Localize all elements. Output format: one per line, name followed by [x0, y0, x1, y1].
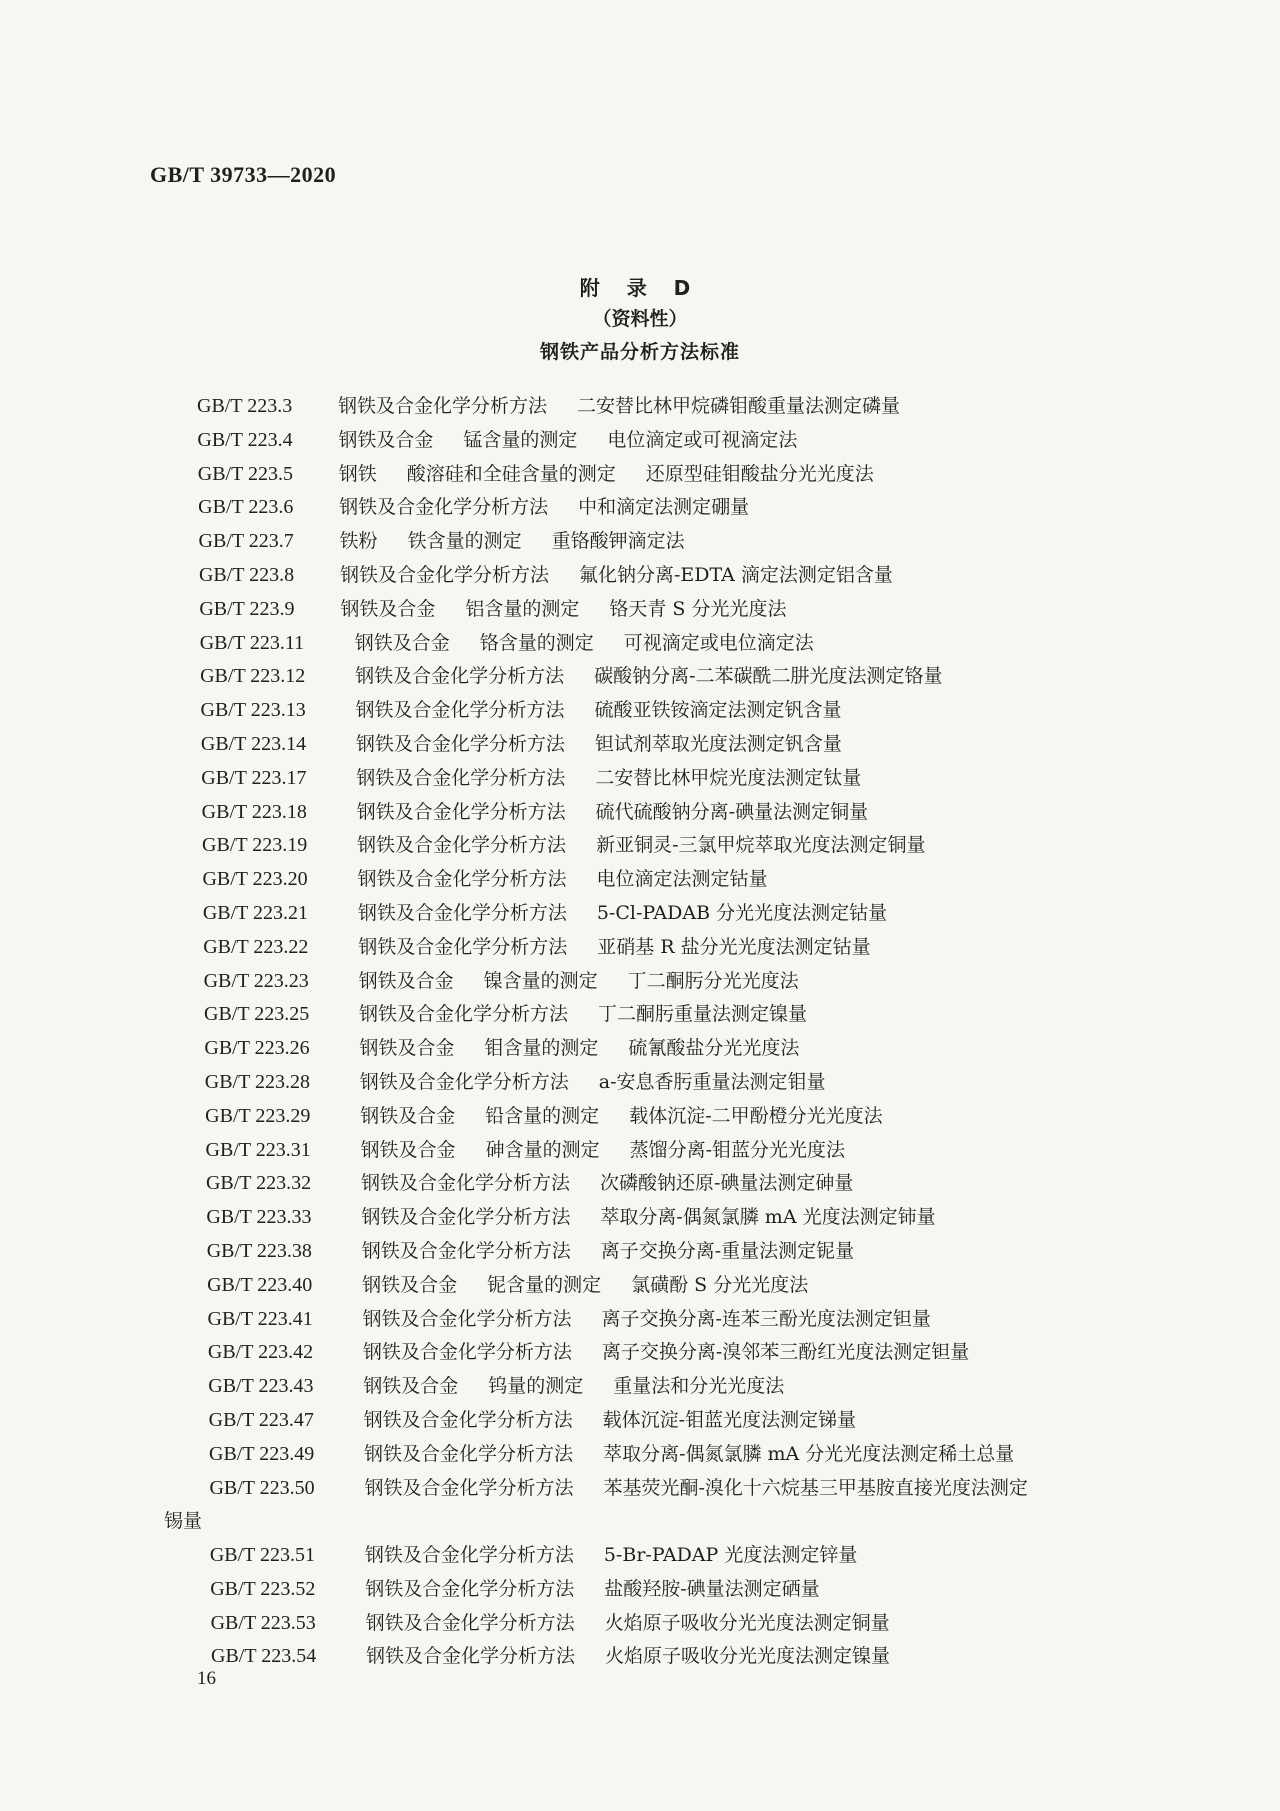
standard-title-part: 钢铁及合金: [360, 1104, 456, 1127]
page-number: 16: [197, 1668, 216, 1689]
standard-title-part: 铬天青 S 分光光度法: [609, 597, 787, 620]
standard-item: [0, 931, 1280, 965]
standard-code: GB/T 223.54: [211, 1645, 317, 1668]
standard-code: GB/T 223.14: [200, 732, 307, 755]
standard-item: [0, 1269, 1280, 1303]
standard-title-part: 碳酸钠分离-二苯碳酰二肼光度法测定铬量: [594, 665, 943, 688]
standard-title: [366, 1607, 920, 1641]
standard-item: [0, 897, 1280, 931]
standard-item: [0, 998, 1280, 1032]
standard-code: GB/T 223.17: [201, 766, 307, 789]
standard-title: [361, 1167, 883, 1201]
standard-title-part: 钨量的测定: [488, 1375, 584, 1398]
standard-item: [0, 863, 1280, 897]
standard-title-part: 丁二酮肟分光光度法: [627, 969, 799, 992]
standard-code: GB/T 223.32: [205, 1172, 312, 1195]
standard-title: [339, 491, 779, 525]
standard-item: [0, 1370, 1280, 1404]
standard-title-continuation: 锡量: [164, 1510, 203, 1533]
standard-code: GB/T 223.25: [204, 1003, 310, 1026]
standard-code: GB/T 223.5: [197, 462, 293, 485]
standard-title-part: 苯基荧光酮-溴化十六烷基三甲基胺直接光度法测定: [603, 1476, 1028, 1499]
standard-code: GB/T 223.31: [205, 1138, 311, 1161]
standard-title: [363, 1336, 999, 1370]
standard-title-part: 钢铁及合金化学分析方法: [361, 1239, 571, 1262]
standard-title: [356, 762, 891, 796]
standard-item: [0, 1066, 1280, 1100]
standard-title-part: 重量法和分光光度法: [613, 1375, 785, 1398]
standard-item: [0, 559, 1280, 593]
standard-title-part: 钢铁及合金化学分析方法: [357, 834, 567, 857]
standard-code: GB/T 223.47: [208, 1408, 314, 1431]
standard-title: [338, 424, 827, 458]
standard-title-part: 钢铁及合金: [340, 597, 436, 620]
document-code: GB/T 39733—2020: [150, 162, 337, 187]
standard-title-part: 丁二酮肟重量法测定镍量: [598, 1003, 808, 1026]
standard-item: [0, 424, 1280, 458]
standard-title-part: 砷含量的测定: [485, 1138, 600, 1161]
standard-code: GB/T 223.33: [206, 1206, 312, 1229]
standard-title-part: 钢铁及合金化学分析方法: [366, 1645, 576, 1668]
standard-title-part: 铁粉: [339, 530, 378, 553]
standard-title-part: 钢铁及合金化学分析方法: [359, 1003, 569, 1026]
standard-title: [364, 1404, 886, 1438]
standard-code: GB/T 223.38: [206, 1239, 312, 1262]
standard-item: [0, 728, 1280, 762]
standard-title: [365, 1573, 849, 1607]
standard-title-part: 蒸馏分离-钼蓝分光光度法: [629, 1138, 845, 1161]
standard-title-part: 钢铁及合金: [362, 1273, 458, 1296]
standard-title: [355, 660, 972, 694]
standard-title-part: 铁含量的测定: [407, 530, 522, 553]
standard-code: GB/T 223.4: [197, 428, 293, 451]
standard-title-part: 镍含量的测定: [483, 969, 598, 992]
standard-title: [365, 1539, 888, 1573]
standard-code: GB/T 223.9: [199, 597, 295, 620]
standard-title-part: 二安替比林甲烷光度法测定钛量: [595, 766, 862, 789]
standard-title-part: 钢铁及合金化学分析方法: [365, 1577, 575, 1600]
standard-title-part: 钢铁及合金化学分析方法: [364, 1476, 574, 1499]
standard-title-part: 载体沉淀-二甲酚橙分光光度法: [629, 1104, 883, 1127]
standard-code: GB/T 223.23: [203, 969, 309, 992]
standard-code: GB/T 223.22: [203, 935, 309, 958]
standard-item: [0, 593, 1280, 627]
standard-title-part: 硫酸亚铁铵滴定法测定钒含量: [594, 699, 842, 722]
standard-item: [0, 1573, 1280, 1607]
standard-title-part: 钢铁及合金化学分析方法: [365, 1611, 575, 1634]
standard-item: [0, 1607, 1280, 1641]
standard-code: GB/T 223.52: [210, 1577, 316, 1600]
standard-title-part: 钢铁及合金化学分析方法: [339, 563, 549, 586]
standard-title-part: 离子交换分离-溴邻苯三酚红光度法测定钽量: [601, 1341, 970, 1364]
standard-item: [0, 829, 1280, 863]
standard-code: GB/T 223.29: [205, 1104, 311, 1127]
annex-heading: 钢铁产品分析方法标准: [539, 341, 740, 363]
standard-title-part: 氯磺酚 S 分光光度法: [631, 1273, 809, 1296]
standard-title-part: 钢铁及合金化学分析方法: [355, 699, 565, 722]
standard-title-part: 钢铁: [338, 462, 377, 485]
standard-item: [0, 762, 1280, 796]
standard-code: GB/T 223.53: [210, 1611, 316, 1634]
standard-code: GB/T 223.8: [198, 563, 295, 586]
standard-item: [0, 1640, 1280, 1674]
standard-code: GB/T 223.7: [198, 530, 294, 553]
standard-item: [0, 390, 1280, 424]
standard-item: [0, 1472, 1280, 1540]
standard-item: [0, 1438, 1280, 1472]
standard-title-part: 电位滴定或可视滴定法: [607, 428, 798, 451]
standard-title-part: 萃取分离-偶氮氯膦 mA 光度法测定铈量: [600, 1206, 936, 1229]
standard-title-part: 锰含量的测定: [463, 428, 578, 451]
standard-title-part: 钢铁及合金化学分析方法: [364, 1442, 574, 1465]
standard-item: [0, 1201, 1280, 1235]
standard-code: GB/T 223.18: [201, 800, 307, 823]
standard-title-part: 二安替比林甲烷磷钼酸重量法测定磷量: [577, 395, 901, 417]
standard-item: [0, 660, 1280, 694]
standard-title-part: 钢铁及合金化学分析方法: [360, 1172, 570, 1195]
standard-title-part: 盐酸羟胺-碘量法测定硒量: [604, 1577, 820, 1600]
standard-title-part: 钢铁及合金化学分析方法: [361, 1206, 571, 1229]
standard-title-part: 钢铁及合金: [358, 969, 454, 992]
standard-title: [340, 593, 816, 627]
standard-title-part: 酸溶硅和全硅含量的测定: [406, 462, 616, 485]
annex-type: （资料性）: [592, 308, 688, 330]
standard-title-part: 钢铁及合金化学分析方法: [362, 1341, 572, 1364]
standard-title: [356, 694, 872, 728]
standard-title-part: 钢铁及合金化学分析方法: [358, 935, 568, 958]
standard-code: GB/T 223.3: [197, 395, 293, 417]
standard-title-part: 钢铁及合金化学分析方法: [359, 1070, 569, 1093]
standard-title-part: 钢铁及合金化学分析方法: [355, 732, 565, 755]
standard-title-part: 铅含量的测定: [485, 1104, 600, 1127]
standard-item: [0, 1235, 1280, 1269]
standard-title-part: 火焰原子吸收分光光度法测定铜量: [604, 1611, 890, 1634]
standard-code: GB/T 223.42: [207, 1341, 314, 1364]
standard-title: [359, 965, 829, 999]
standard-item: [0, 1100, 1280, 1134]
standard-code: GB/T 223.21: [202, 901, 309, 924]
standard-title-part: 新亚铜灵-三氯甲烷萃取光度法测定铜量: [596, 834, 926, 857]
standard-code: GB/T 223.28: [204, 1070, 310, 1093]
standard-title-part: 中和滴定法测定硼量: [578, 496, 750, 519]
standard-title: [359, 1032, 829, 1066]
standard-title-part: 钢铁及合金化学分析方法: [363, 1408, 573, 1431]
standard-code: GB/T 223.12: [200, 665, 306, 688]
standard-title: [362, 1269, 838, 1303]
standard-item: [0, 1134, 1280, 1168]
standard-title: [358, 897, 917, 931]
standard-title-part: 钢铁及合金: [360, 1138, 456, 1161]
standard-code: GB/T 223.6: [198, 496, 294, 519]
standard-title-part: 载体沉淀-钼蓝光度法测定锑量: [602, 1408, 857, 1431]
standard-title-part: 钢铁及合金化学分析方法: [362, 1307, 572, 1330]
standard-item: [0, 796, 1280, 830]
standard-title: [357, 829, 955, 863]
standard-item: [0, 694, 1280, 728]
standard-title: [355, 627, 844, 661]
standard-title-part: 钢铁及合金化学分析方法: [364, 1544, 574, 1567]
standard-title-part: 钢铁及合金化学分析方法: [339, 496, 549, 519]
standard-title-part: 可视滴定或电位滴定法: [623, 631, 814, 654]
standard-code: GB/T 223.41: [207, 1307, 313, 1330]
standard-item: [0, 1303, 1280, 1337]
standard-title-part: 铝含量的测定: [465, 597, 580, 620]
standard-item: [0, 1167, 1280, 1201]
standard-title-part: 钢铁及合金化学分析方法: [357, 901, 567, 924]
standard-item: [0, 1539, 1280, 1573]
standard-code: GB/T 223.51: [209, 1544, 316, 1567]
standard-title-part: 钢铁及合金化学分析方法: [357, 868, 567, 891]
standard-title-part: 钼含量的测定: [484, 1037, 599, 1060]
standard-item: [0, 491, 1280, 525]
standard-title-part: 钢铁及合金化学分析方法: [355, 665, 565, 688]
standard-code: GB/T 223.49: [209, 1442, 315, 1465]
standard-title-part: 萃取分离-偶氮氯膦 mA 分光光度法测定稀土总量: [603, 1442, 1015, 1465]
standard-title-part: 离子交换分离-连苯三酚光度法测定钽量: [601, 1307, 931, 1330]
standard-item: [0, 1032, 1280, 1066]
standard-title-part: 还原型硅钼酸盐分光光度法: [645, 462, 874, 485]
standard-title: [361, 1134, 875, 1168]
standard-title: [363, 1303, 961, 1337]
standard-title-part: 钽试剂萃取光度法测定钒含量: [594, 732, 842, 755]
standard-title: [357, 796, 898, 830]
standard-title: [340, 559, 923, 593]
standard-title: [357, 863, 797, 897]
standard-title-part: 硫氰酸盐分光光度法: [628, 1037, 800, 1060]
standard-title-part: 亚硝基 R 盐分光光度法测定钴量: [597, 935, 871, 958]
standard-code: GB/T 223.13: [200, 699, 306, 722]
standard-title-part: 火焰原子吸收分光光度法测定镍量: [605, 1645, 891, 1668]
standard-item: [0, 525, 1280, 559]
standard-title: [363, 1370, 814, 1404]
standard-title: [364, 1438, 1044, 1472]
standard-title-part: 钢铁及合金: [354, 631, 450, 654]
standard-title-part: 次磷酸钠还原-碘量法测定砷量: [599, 1172, 854, 1195]
standard-title: [339, 458, 904, 492]
standard-item: [0, 1336, 1280, 1370]
standard-title-part: 重铬酸钾滴定法: [551, 530, 685, 553]
standard-item: [0, 627, 1280, 661]
standard-code: GB/T 223.43: [208, 1375, 314, 1398]
standard-title-part: 钢铁及合金: [359, 1037, 455, 1060]
standard-title-part: 钢铁及合金: [338, 428, 434, 451]
standard-title: [364, 1472, 1057, 1506]
standard-item: [0, 1404, 1280, 1438]
standard-title: [366, 1640, 920, 1674]
standard-title-part: 5-Br-PADAP 光度法测定锌量: [603, 1544, 858, 1567]
standard-title-part: 铬含量的测定: [479, 631, 594, 654]
standard-title: [338, 390, 930, 424]
standard-code: GB/T 223.50: [209, 1476, 315, 1499]
standard-title: [361, 1201, 965, 1235]
standard-title-part: 硫代硫酸钠分离-碘量法测定铜量: [595, 800, 869, 823]
standard-title-part: 钢铁及合金: [363, 1375, 459, 1398]
standard-title-part: a-安息香肟重量法测定钼量: [598, 1070, 826, 1093]
standard-title-part: 氟化钠分离-EDTA 滴定法测定铝含量: [578, 563, 893, 586]
standard-title: [360, 1100, 912, 1134]
standards-list: [0, 390, 1280, 1674]
standard-title: [359, 998, 837, 1032]
standard-title: [360, 1066, 856, 1100]
standard-title-part: 钢铁及合金化学分析方法: [356, 766, 566, 789]
standard-code: GB/T 223.20: [202, 868, 308, 891]
standard-code: GB/T 223.40: [207, 1273, 313, 1296]
standard-code: GB/T 223.19: [202, 834, 308, 857]
standard-item: [0, 458, 1280, 492]
standard-item: [0, 965, 1280, 999]
standard-title-part: 铌含量的测定: [487, 1273, 602, 1296]
standard-title: [356, 728, 872, 762]
standard-code: GB/T 223.26: [204, 1037, 310, 1060]
annex-title: 附 录 D: [579, 276, 701, 300]
standard-title: [358, 931, 900, 965]
standard-code: GB/T 223.11: [199, 631, 305, 654]
standard-title-part: 5-Cl-PADAB 分光光度法测定钴量: [596, 901, 888, 924]
standard-title: [340, 525, 715, 559]
standard-title-part: 钢铁及合金化学分析方法: [338, 395, 548, 417]
standard-title-part: 离子交换分离-重量法测定铌量: [600, 1239, 855, 1262]
standard-title: [362, 1235, 884, 1269]
standard-title-part: 电位滴定法测定钴量: [596, 868, 768, 891]
standard-title-part: 钢铁及合金化学分析方法: [356, 800, 566, 823]
